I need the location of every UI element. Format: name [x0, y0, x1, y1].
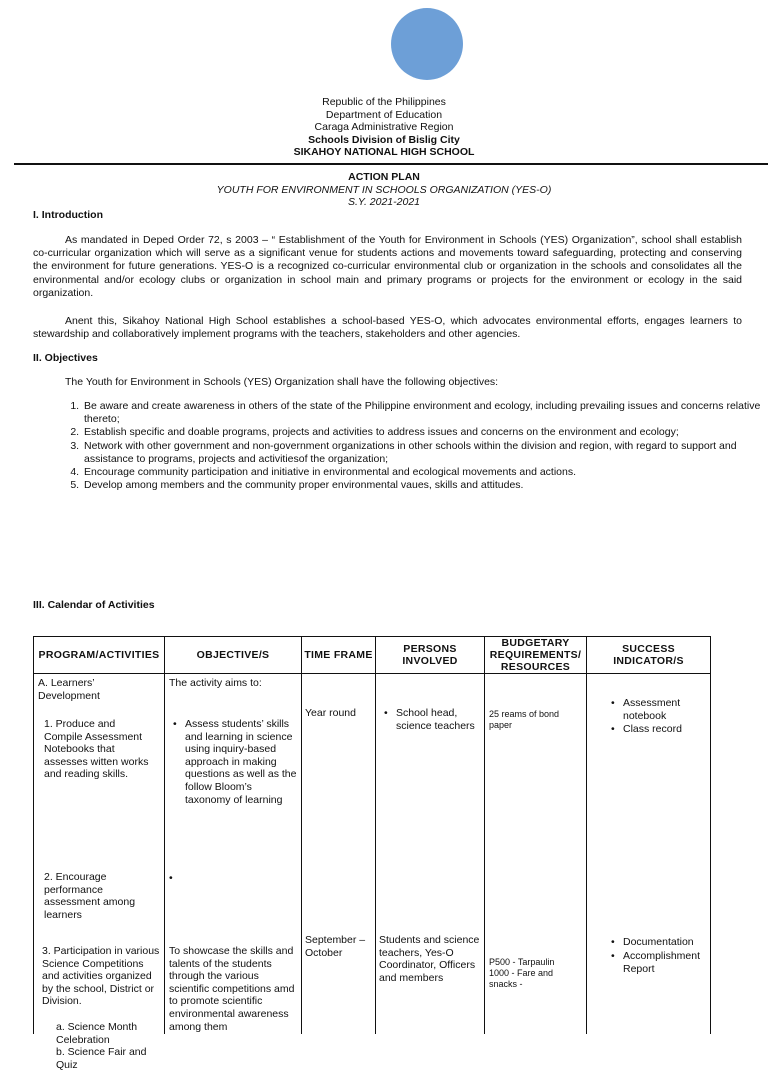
- calendar-table: [33, 636, 711, 1071]
- header-divider: [14, 163, 768, 165]
- objectives-heading: II. Objectives: [33, 352, 98, 364]
- school-seal-logo: [391, 8, 463, 80]
- objective-cell: [165, 674, 302, 1035]
- introduction-paragraph-2: [33, 315, 742, 341]
- document-subtitle: YOUTH FOR ENVIRONMENT IN SCHOOLS ORGANIZATION (YES-O): [216, 183, 552, 196]
- objectives-list: [62, 400, 762, 492]
- time-frame-cell: [302, 674, 376, 1035]
- introduction-paragraph-2-text: Anent this, Sikahoy National High School establishes a school-based YES-O, which advocates environmental efforts, engages learners to stewardship and collaboratively implement programs with the teachers, stakeholders and other agencies.: [33, 315, 742, 341]
- column-header-program: PROGRAM/ACTIVITIES: [34, 637, 165, 674]
- objectives-lead: [33, 376, 742, 389]
- budget-1: 25 reams of bond paper: [489, 709, 560, 730]
- objective-1: • Assess students’ skills and learning in science using inquiry-based approach in making questions as well as the follow Bloom’s taxonomy of learning: [185, 718, 297, 806]
- program-3b: b. Science Fair and Quiz: [56, 1046, 147, 1071]
- program-2: 2. Encourage performance assessment among learners: [44, 871, 136, 921]
- persons-1: • School head, science teachers: [396, 707, 482, 732]
- objective-item: 1. Be aware and create awareness in others of the state of the Philippine environment and ecology, including prevailing issues and concerns relative thereto;: [82, 400, 762, 426]
- program-cell: [34, 674, 165, 1071]
- letterhead-division: Schools Division of Bislig City: [308, 133, 460, 146]
- column-header-budget: BUDGETARY REQUIREMENTS/ RESOURCES: [485, 637, 587, 674]
- school-year: S.Y. 2021-2021: [347, 196, 420, 208]
- column-header-time-frame: TIME FRAME: [302, 637, 376, 674]
- letterhead-school: SIKAHOY NATIONAL HIGH SCHOOL: [293, 146, 475, 158]
- introduction-paragraph-1-text: As mandated in Deped Order 72, s 2003 – “ Establishment of the Youth for Environment in Schools (YES) Organization”, school shall establish co-curricular organization which will serve as a significant venue for students actions and movements toward safeguarding, protecting and conserving the environment for future generations. YES-O is a recognized co-curricular environmental club or organization in the schools and consolidates all the environmental and/or ecology clubs or organization in school main and primary programs or projects for the environment or ecology in the said organization.: [33, 234, 742, 299]
- column-header-objective: OBJECTIVE/S: [165, 637, 302, 674]
- column-header-success: SUCCESS INDICATOR/S: [587, 637, 711, 674]
- calendar-header-row: [34, 637, 711, 674]
- time-frame-3: September – October: [305, 934, 366, 959]
- objective-item: 3. Network with other government and non-government organizations in other schools within the division and region, with regard to support and assistance to programs, projects and activitiesof the organization;: [82, 440, 762, 466]
- column-header-persons: PERSONS INVOLVED: [376, 637, 485, 674]
- letterhead-region: Caraga Administrative Region: [314, 121, 454, 133]
- program-1: 1. Produce and Compile Assessment Notebooks that assesses witten works and reading skills.: [44, 718, 149, 781]
- objective-item: 4. Encourage community participation and initiative in environmental and ecological movements and actions.: [82, 466, 762, 479]
- persons-3: Students and science teachers, Yes-O Coordinator, Officers and members: [379, 934, 480, 984]
- success-cell: [587, 674, 711, 1035]
- budget-cell: [485, 674, 587, 1035]
- objective-lead: The activity aims to:: [169, 677, 262, 689]
- letterhead-department: Department of Education: [325, 108, 443, 121]
- letterhead-country: Republic of the Philippines: [322, 96, 446, 108]
- budget-3b: 1000 - Fare and snacks -: [489, 968, 554, 989]
- persons-cell: [376, 674, 485, 1035]
- budget-3a: P500 - Tarpaulin: [489, 957, 555, 967]
- table-row: [34, 674, 711, 1035]
- document-title: ACTION PLAN: [348, 171, 420, 183]
- program-3a: a. Science Month Celebration: [56, 1021, 138, 1046]
- program-a: A. Learners’ Development: [38, 677, 100, 702]
- objective-3: To showcase the skills and talents of the students through the various scientific competitions amd to promote scientific environmental awareness among them: [169, 945, 295, 1033]
- success-1a: • Assessment notebook: [623, 697, 707, 722]
- objective-item: 2. Establish specific and doable programs, projects and activities to address issues and concerns on the environment and ecology;: [82, 426, 762, 439]
- objectives-lead-text: The Youth for Environment in Schools (YES) Organization shall have the following objectives:: [65, 376, 499, 388]
- time-frame-1: Year round: [305, 707, 356, 719]
- document-title-block: [0, 171, 768, 209]
- letterhead: [0, 96, 768, 159]
- calendar-heading: III. Calendar of Activities: [33, 599, 155, 611]
- success-1b: • Class record: [623, 723, 707, 736]
- introduction-heading: I. Introduction: [33, 209, 103, 221]
- success-3a: • Documentation: [623, 936, 707, 949]
- bullet-icon: •: [169, 872, 173, 884]
- program-3: 3. Participation in various Science Competitions and activities organized by the school, District or Division.: [42, 945, 160, 1008]
- success-3b: • Accomplishment Report: [623, 950, 707, 975]
- introduction-paragraph-1: [33, 234, 742, 300]
- objective-item: 5. Develop among members and the community proper environmental vaues, skills and attitudes.: [82, 479, 762, 492]
